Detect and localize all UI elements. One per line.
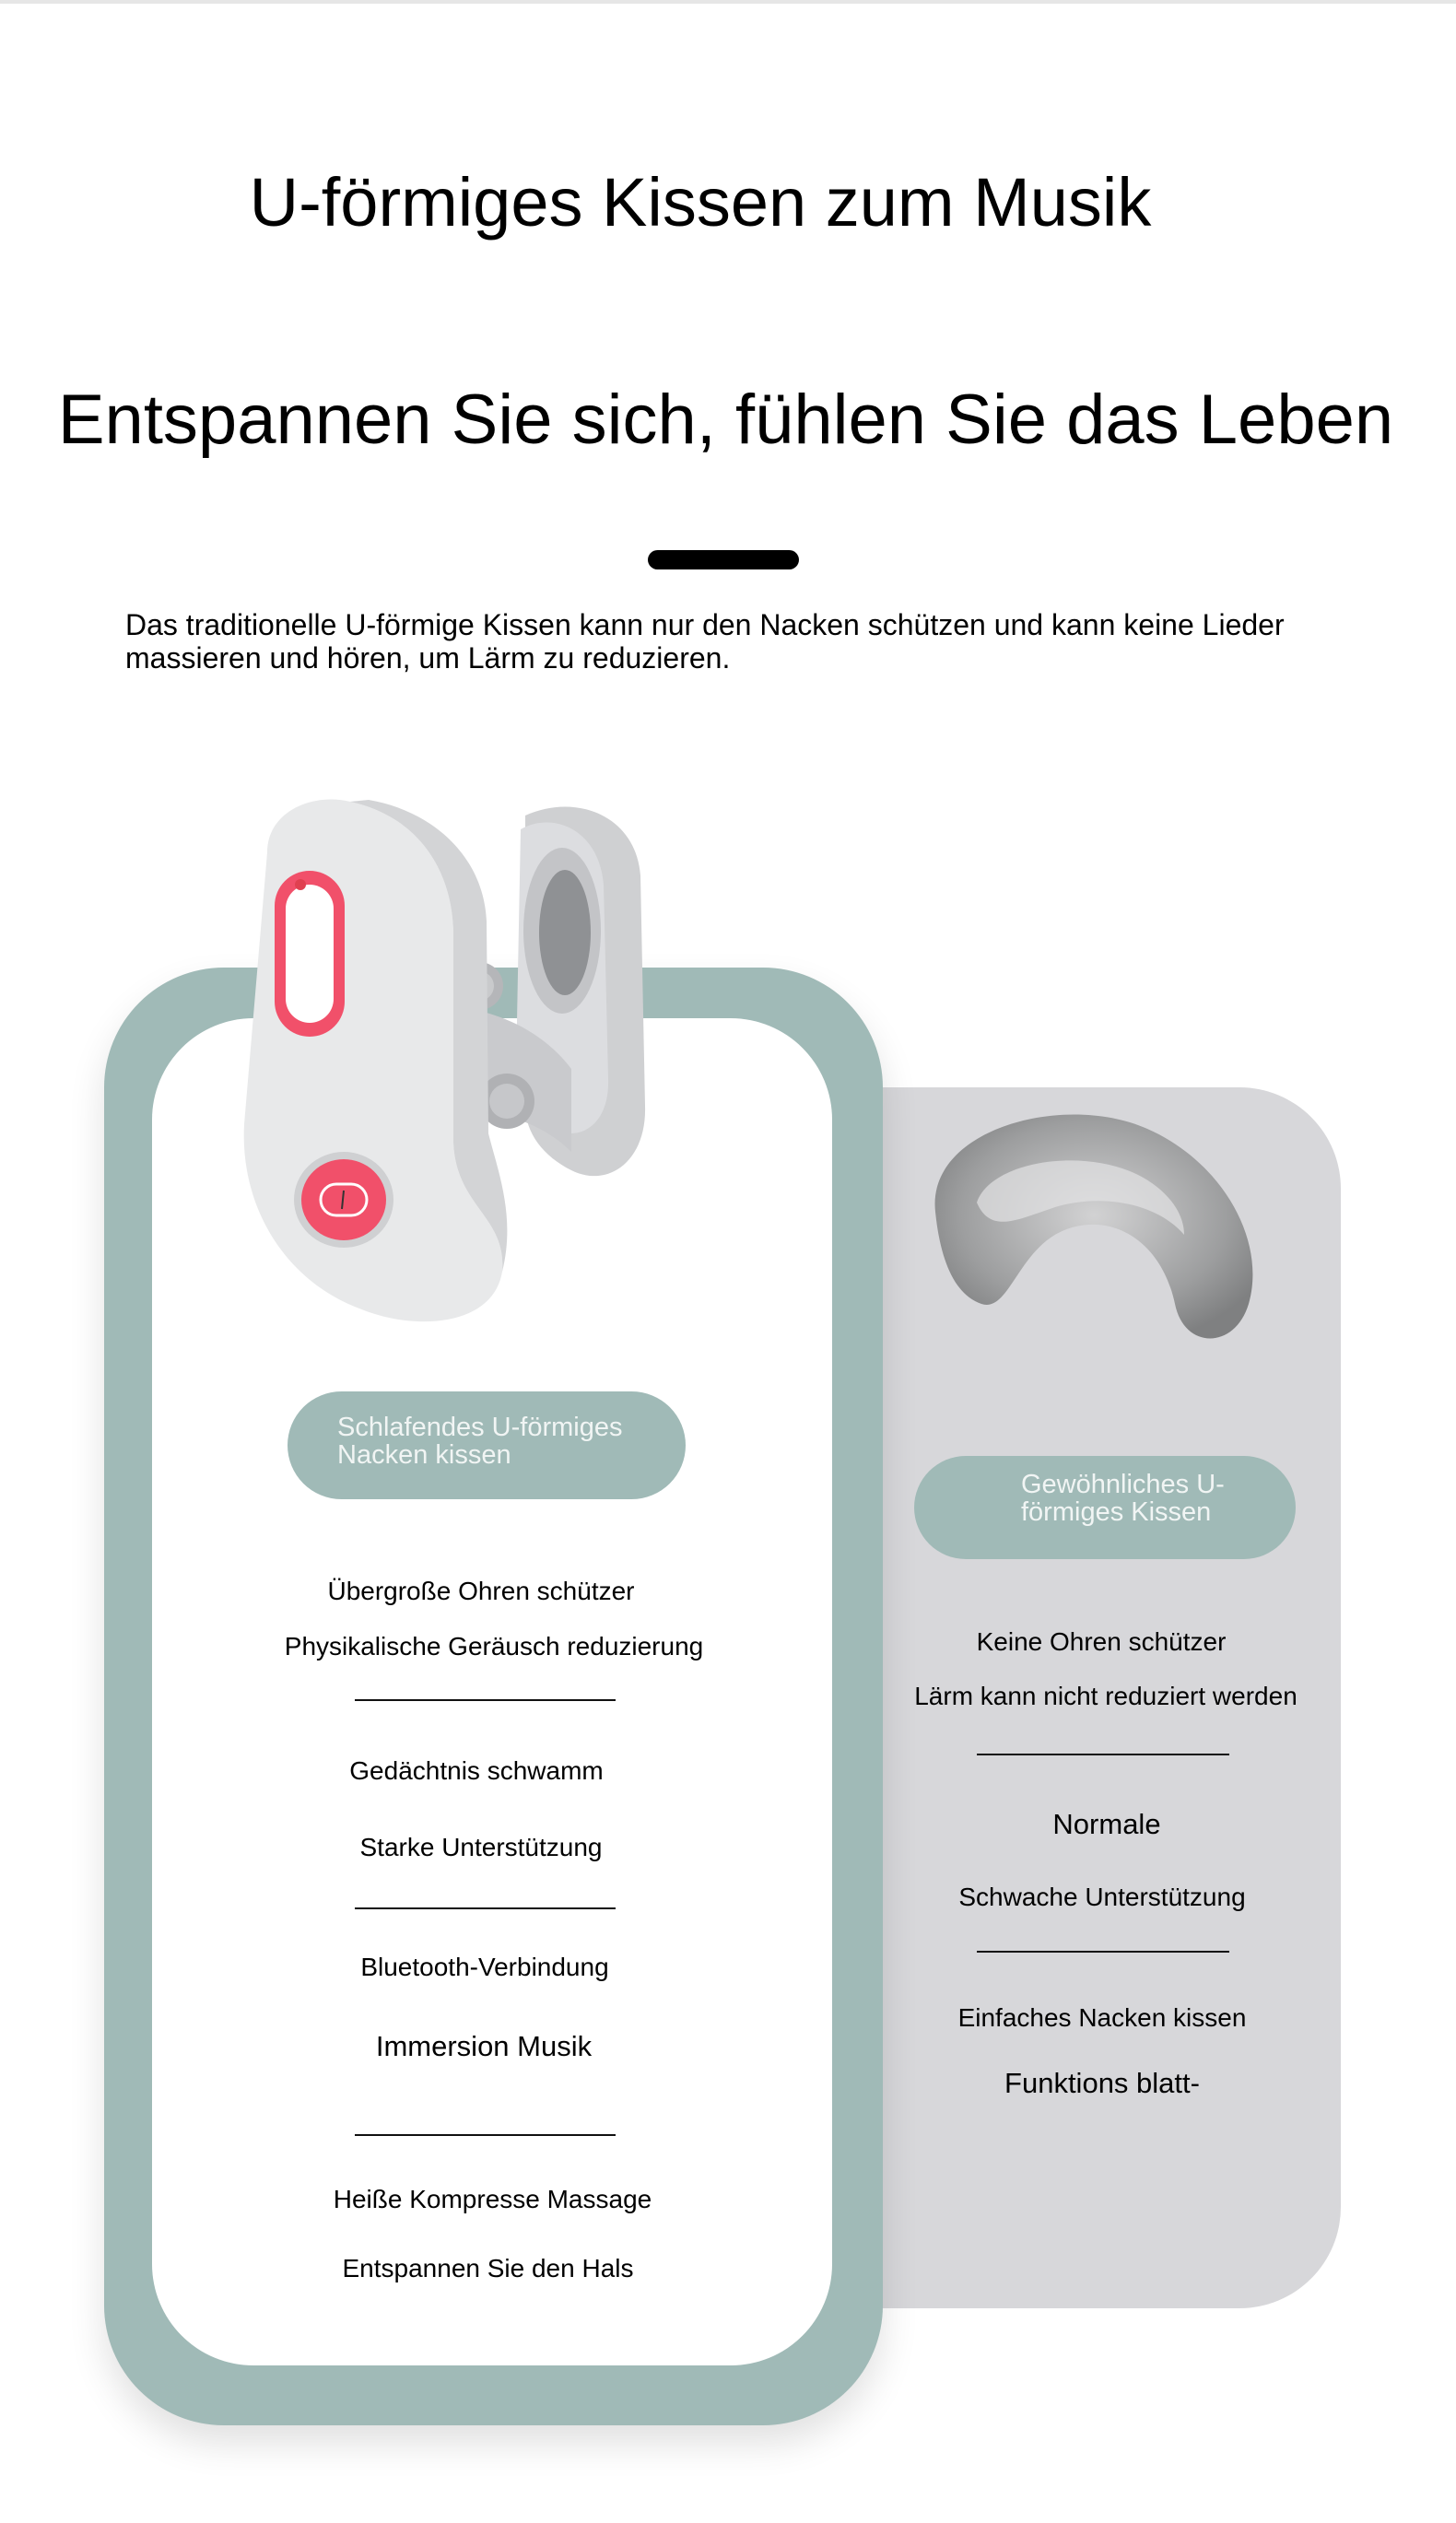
feature-item: Lärm kann nicht reduziert werden [914,1682,1297,1710]
top-border [0,0,1456,4]
feature-item: Funktions blatt- [1004,2067,1200,2099]
feature-item: Normale [1052,1808,1161,1840]
music-pillow-product-image [212,774,756,1345]
feature-item: Keine Ohren schützer [976,1627,1227,1656]
intro-text: Das traditionelle U-förmige Kissen kann nur den Nacken schützen und kann keine Lieder massieren und hören, um Lärm zu reduzieren. [125,608,1285,675]
feature-item: Übergroße Ohren schützer [327,1577,635,1605]
title-divider [648,550,799,569]
feature-divider [355,1907,616,1909]
feature-item: Physikalische Geräusch reduzierung [284,1632,704,1660]
feature-divider [355,1699,616,1701]
feature-divider [977,1951,1229,1953]
feature-divider [355,2134,616,2136]
ordinary-pillow-badge: Gewöhnliches U-förmiges Kissen [914,1456,1296,1559]
feature-item: Immersion Musik [375,2030,593,2062]
feature-item: Schwache Unterstützung [958,1883,1246,1911]
feature-item: Entspannen Sie den Hals [342,2254,634,2282]
feature-item: Einfaches Nacken kissen [957,2003,1247,2032]
feature-item: Bluetooth-Verbindung [360,1953,609,1981]
page-title: U-förmiges Kissen zum Musik [249,164,1152,241]
ordinary-pillow-product-image [908,1074,1276,1405]
music-pillow-badge: Schlafendes U-förmiges Nacken kissen [288,1391,686,1499]
feature-item: Heiße Kompresse Massage [333,2185,652,2213]
page-subtitle: Entspannen Sie sich, fühlen Sie das Leben [57,381,1394,459]
feature-item: Starke Unterstützung [359,1833,603,1861]
feature-divider [977,1754,1229,1755]
feature-item: Gedächtnis schwamm [349,1756,604,1785]
